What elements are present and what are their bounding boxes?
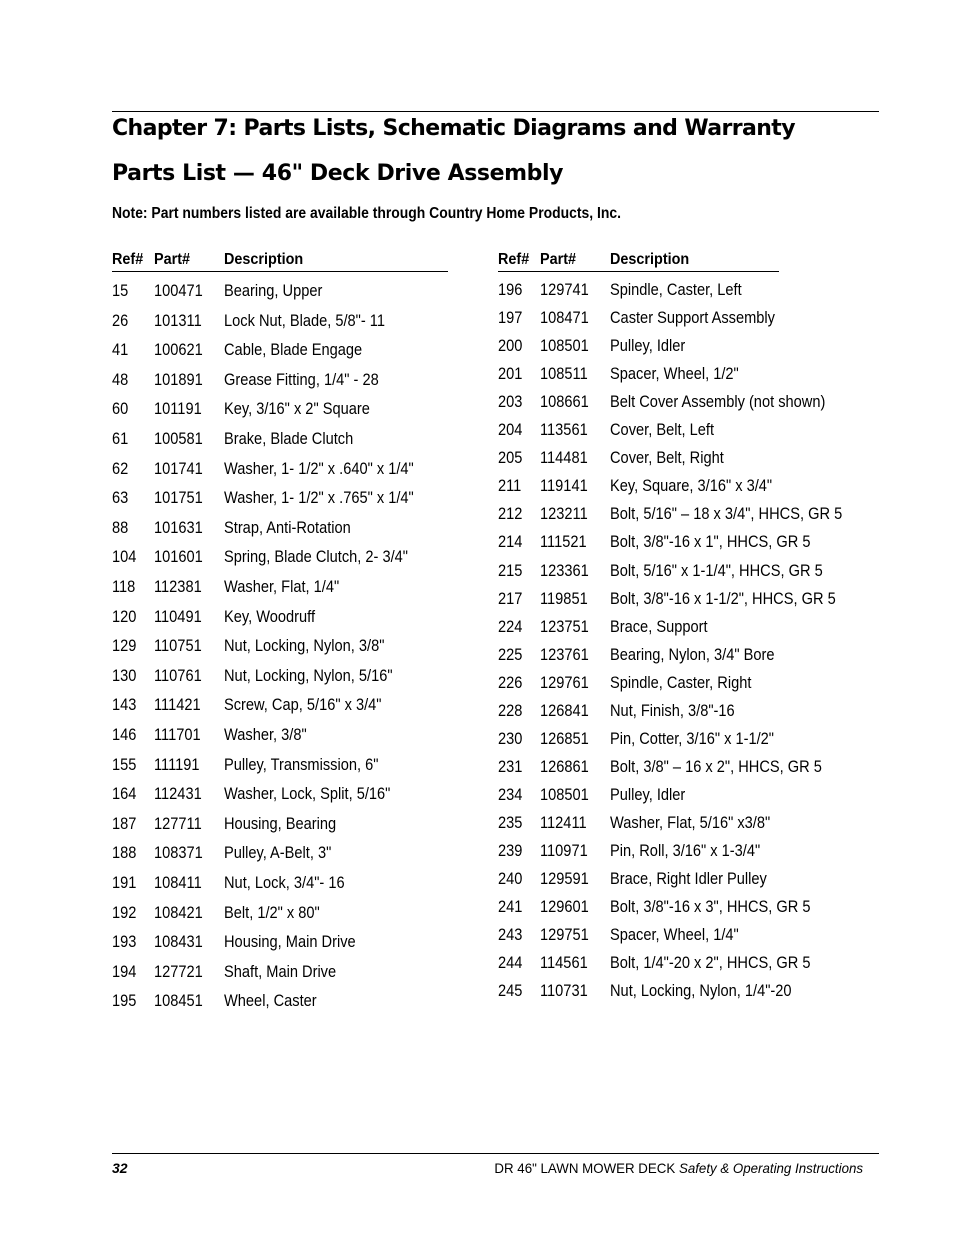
page-number: 32 (112, 1160, 128, 1176)
footer-doc-title (494, 1160, 863, 1176)
table-row (498, 561, 858, 583)
part-number: 111191 (154, 754, 200, 774)
table-row (112, 518, 472, 540)
header-part: Part# (540, 251, 577, 268)
table-row (498, 869, 858, 891)
part-description: Belt Cover Assembly (not shown) (610, 392, 826, 412)
part-description: Bearing, Upper (224, 281, 323, 300)
part-ref: 194 (112, 961, 137, 981)
footer-subtitle: Safety & Operating Instructions (678, 1160, 863, 1176)
table-row (112, 755, 472, 777)
part-ref: 60 (112, 399, 129, 419)
part-number: 114561 (540, 953, 588, 973)
part-number: 108411 (154, 873, 202, 892)
part-description: Washer, Flat, 5/16" x3/8" (610, 812, 771, 832)
part-number: 111421 (154, 695, 201, 715)
table-row (498, 392, 858, 414)
table-row (112, 311, 472, 333)
part-ref: 234 (498, 784, 523, 804)
part-ref: 204 (498, 420, 523, 440)
table-row (498, 897, 858, 919)
table-row (498, 420, 858, 442)
table-row (498, 925, 858, 947)
part-ref: 41 (112, 340, 129, 360)
table-row (498, 308, 858, 330)
table-row (498, 364, 858, 386)
part-ref: 143 (112, 695, 137, 715)
part-ref: 26 (112, 310, 129, 330)
part-ref: 226 (498, 672, 523, 692)
part-number: 101631 (154, 517, 203, 537)
part-number: 129761 (540, 672, 589, 692)
part-ref: 191 (112, 873, 137, 892)
part-number: 108371 (154, 843, 203, 863)
part-ref: 201 (498, 364, 523, 384)
part-description: Spacer, Wheel, 1/4" (610, 925, 739, 945)
table-row (112, 429, 472, 451)
part-ref: 193 (112, 932, 137, 952)
part-description: Bolt, 5/16" – 18 x 3/4", HHCS, GR 5 (610, 504, 843, 524)
table-row (498, 953, 858, 975)
part-number: 126851 (540, 728, 589, 748)
part-number: 112431 (154, 784, 202, 804)
part-description: Bolt, 3/8" – 16 x 2", HHCS, GR 5 (610, 756, 822, 776)
part-ref: 129 (112, 636, 137, 656)
part-description: Nut, Finish, 3/8"-16 (610, 700, 735, 720)
part-ref: 235 (498, 812, 523, 832)
part-number: 123761 (540, 644, 589, 664)
table-row (112, 725, 472, 747)
part-number: 111521 (540, 532, 587, 552)
part-description: Key, 3/16" x 2" Square (224, 399, 370, 419)
part-ref: 231 (498, 756, 523, 776)
table-row (112, 370, 472, 392)
part-description: Pulley, Idler (610, 784, 686, 804)
table-row (112, 488, 472, 510)
part-description: Washer, 3/8" (224, 725, 307, 744)
table-row (498, 729, 858, 751)
part-number: 119141 (540, 476, 588, 496)
part-ref: 15 (112, 281, 129, 300)
part-ref: 48 (112, 369, 129, 389)
part-description: Washer, 1- 1/2" x .765" x 1/4" (224, 488, 414, 508)
part-description: Bolt, 5/16" x 1-1/4", HHCS, GR 5 (610, 560, 823, 580)
part-ref: 200 (498, 336, 523, 356)
part-description: Bolt, 3/8"-16 x 1-1/2", HHCS, GR 5 (610, 588, 836, 608)
availability-note: Note: Part numbers listed are available through Country Home Products, Inc. (112, 205, 621, 222)
part-number: 110751 (154, 636, 202, 656)
part-ref: 197 (498, 308, 523, 328)
part-description: Grease Fitting, 1/4" - 28 (224, 369, 379, 389)
part-ref: 203 (498, 392, 523, 412)
part-description: Bolt, 3/8"-16 x 1", HHCS, GR 5 (610, 532, 811, 552)
part-ref: 230 (498, 728, 523, 748)
table-row (112, 903, 472, 925)
part-number: 126861 (540, 756, 589, 776)
table-row (498, 617, 858, 639)
table-row (112, 843, 472, 865)
header-part: Part# (154, 251, 191, 268)
table-row (498, 476, 858, 498)
table-row (112, 399, 472, 421)
part-ref: 205 (498, 448, 523, 468)
part-ref: 62 (112, 458, 129, 478)
part-ref: 88 (112, 517, 129, 537)
part-description: Spindle, Caster, Left (610, 280, 742, 299)
part-number: 108431 (154, 932, 203, 952)
part-description: Pin, Cotter, 3/16" x 1-1/2" (610, 728, 774, 748)
part-number: 100471 (154, 281, 203, 300)
part-number: 129751 (540, 925, 589, 945)
chapter-title: Chapter 7: Parts Lists, Schematic Diagrams and Warranty (112, 116, 795, 141)
table-row (112, 577, 472, 599)
table-row (112, 459, 472, 481)
table-row (498, 448, 858, 470)
part-description: Brake, Blade Clutch (224, 429, 354, 448)
part-ref: 239 (498, 841, 523, 860)
part-ref: 214 (498, 532, 523, 552)
part-description: Washer, Flat, 1/4" (224, 577, 340, 596)
part-number: 110491 (154, 606, 202, 626)
part-ref: 228 (498, 700, 523, 720)
part-description: Key, Woodruff (224, 606, 316, 626)
part-description: Cover, Belt, Right (610, 448, 724, 468)
part-number: 101311 (154, 310, 202, 330)
part-description: Cover, Belt, Left (610, 420, 715, 440)
part-description: Washer, 1- 1/2" x .640" x 1/4" (224, 458, 414, 478)
part-number: 126841 (540, 700, 589, 720)
part-description: Pin, Roll, 3/16" x 1-3/4" (610, 841, 761, 860)
part-number: 101891 (154, 369, 203, 389)
part-number: 108661 (540, 392, 589, 412)
table-row (498, 645, 858, 667)
header-underline (498, 271, 779, 272)
table-row (498, 981, 858, 1003)
table-row (112, 932, 472, 954)
part-description: Shaft, Main Drive (224, 961, 337, 981)
part-ref: 196 (498, 280, 523, 299)
table-row (498, 785, 858, 807)
part-ref: 63 (112, 488, 129, 508)
part-number: 111701 (154, 725, 201, 744)
part-number: 112381 (154, 577, 202, 596)
header-description: Description (610, 251, 690, 268)
table-row (112, 281, 472, 303)
part-ref: 240 (498, 869, 523, 889)
part-description: Wheel, Caster (224, 991, 317, 1011)
part-description: Housing, Main Drive (224, 932, 356, 952)
part-description: Key, Square, 3/16" x 3/4" (610, 476, 773, 496)
part-description: Nut, Lock, 3/4"- 16 (224, 873, 345, 892)
top-rule (112, 111, 879, 112)
part-number: 101191 (154, 399, 202, 419)
part-ref: 244 (498, 953, 523, 973)
part-ref: 217 (498, 588, 523, 608)
part-ref: 243 (498, 925, 523, 945)
table-row (112, 695, 472, 717)
table-row (112, 991, 472, 1013)
part-number: 110971 (540, 841, 588, 860)
part-description: Spindle, Caster, Right (610, 672, 752, 692)
part-description: Pulley, A-Belt, 3" (224, 843, 332, 863)
part-ref: 195 (112, 991, 137, 1011)
part-number: 123211 (540, 504, 588, 524)
part-description: Belt, 1/2" x 80" (224, 902, 320, 922)
part-ref: 146 (112, 725, 137, 744)
part-description: Pulley, Transmission, 6" (224, 754, 379, 774)
table-row (498, 589, 858, 611)
part-ref: 61 (112, 429, 129, 448)
part-number: 113561 (540, 420, 588, 440)
part-description: Washer, Lock, Split, 5/16" (224, 784, 391, 804)
table-row (112, 636, 472, 658)
part-ref: 224 (498, 616, 523, 636)
part-number: 108501 (540, 784, 589, 804)
table-row (112, 666, 472, 688)
table-row (112, 784, 472, 806)
part-number: 129741 (540, 280, 589, 299)
part-number: 123361 (540, 560, 589, 580)
part-number: 101601 (154, 547, 203, 567)
table-row (498, 701, 858, 723)
part-description: Screw, Cap, 5/16" x 3/4" (224, 695, 382, 715)
table-row (112, 607, 472, 629)
part-number: 108511 (540, 364, 588, 384)
table-row (112, 340, 472, 362)
table-row (112, 547, 472, 569)
header-ref: Ref# (498, 251, 530, 268)
header-underline (112, 271, 448, 272)
part-number: 110761 (154, 665, 202, 685)
part-ref: 211 (498, 476, 522, 496)
table-row (498, 504, 858, 526)
bottom-rule (112, 1153, 879, 1154)
part-number: 101741 (154, 458, 203, 478)
part-ref: 120 (112, 606, 137, 626)
part-ref: 188 (112, 843, 137, 863)
part-description: Brace, Right Idler Pulley (610, 869, 767, 889)
part-description: Pulley, Idler (610, 336, 686, 356)
part-description: Caster Support Assembly (610, 308, 775, 328)
part-ref: 192 (112, 902, 137, 922)
header-ref: Ref# (112, 251, 144, 268)
part-ref: 130 (112, 665, 137, 685)
part-number: 127711 (154, 813, 202, 833)
table-row (498, 532, 858, 554)
part-description: Strap, Anti-Rotation (224, 517, 351, 537)
part-number: 100581 (154, 429, 203, 448)
part-ref: 187 (112, 813, 137, 833)
part-number: 108451 (154, 991, 203, 1011)
part-description: Spacer, Wheel, 1/2" (610, 364, 739, 384)
table-row (112, 873, 472, 895)
part-number: 108421 (154, 902, 203, 922)
part-number: 108471 (540, 308, 589, 328)
part-number: 110731 (540, 981, 588, 1001)
part-number: 127721 (154, 961, 203, 981)
table-row (498, 757, 858, 779)
table-row (112, 962, 472, 984)
part-description: Bearing, Nylon, 3/4" Bore (610, 644, 775, 664)
part-description: Nut, Locking, Nylon, 3/8" (224, 636, 385, 656)
part-description: Lock Nut, Blade, 5/8"- 11 (224, 310, 385, 330)
part-number: 101751 (154, 488, 203, 508)
table-row (498, 280, 858, 302)
part-ref: 215 (498, 560, 523, 580)
part-description: Brace, Support (610, 616, 708, 636)
part-number: 108501 (540, 336, 589, 356)
part-description: Spring, Blade Clutch, 2- 3/4" (224, 547, 408, 567)
part-ref: 155 (112, 754, 137, 774)
part-description: Bolt, 3/8"-16 x 3", HHCS, GR 5 (610, 897, 811, 917)
part-number: 114481 (540, 448, 588, 468)
part-number: 123751 (540, 616, 589, 636)
part-ref: 104 (112, 547, 137, 567)
part-description: Bolt, 1/4"-20 x 2", HHCS, GR 5 (610, 953, 811, 973)
footer-title: DR 46" LAWN MOWER DECK (494, 1160, 676, 1176)
table-row (498, 673, 858, 695)
part-description: Housing, Bearing (224, 813, 337, 833)
part-ref: 212 (498, 504, 523, 524)
part-ref: 241 (498, 897, 523, 917)
table-row (112, 814, 472, 836)
header-description: Description (224, 251, 304, 268)
part-ref: 164 (112, 784, 137, 804)
section-title: Parts List — 46" Deck Drive Assembly (112, 161, 564, 186)
table-row (498, 841, 858, 863)
part-description: Nut, Locking, Nylon, 5/16" (224, 665, 393, 685)
part-ref: 118 (112, 577, 136, 596)
table-row (498, 336, 858, 358)
part-ref: 225 (498, 644, 523, 664)
part-number: 119851 (540, 588, 588, 608)
part-number: 112411 (540, 812, 587, 832)
part-description: Cable, Blade Engage (224, 340, 363, 360)
part-number: 129591 (540, 869, 589, 889)
part-ref: 245 (498, 981, 523, 1001)
part-description: Nut, Locking, Nylon, 1/4"-20 (610, 981, 792, 1001)
table-row (498, 813, 858, 835)
part-number: 100621 (154, 340, 203, 360)
part-number: 129601 (540, 897, 589, 917)
